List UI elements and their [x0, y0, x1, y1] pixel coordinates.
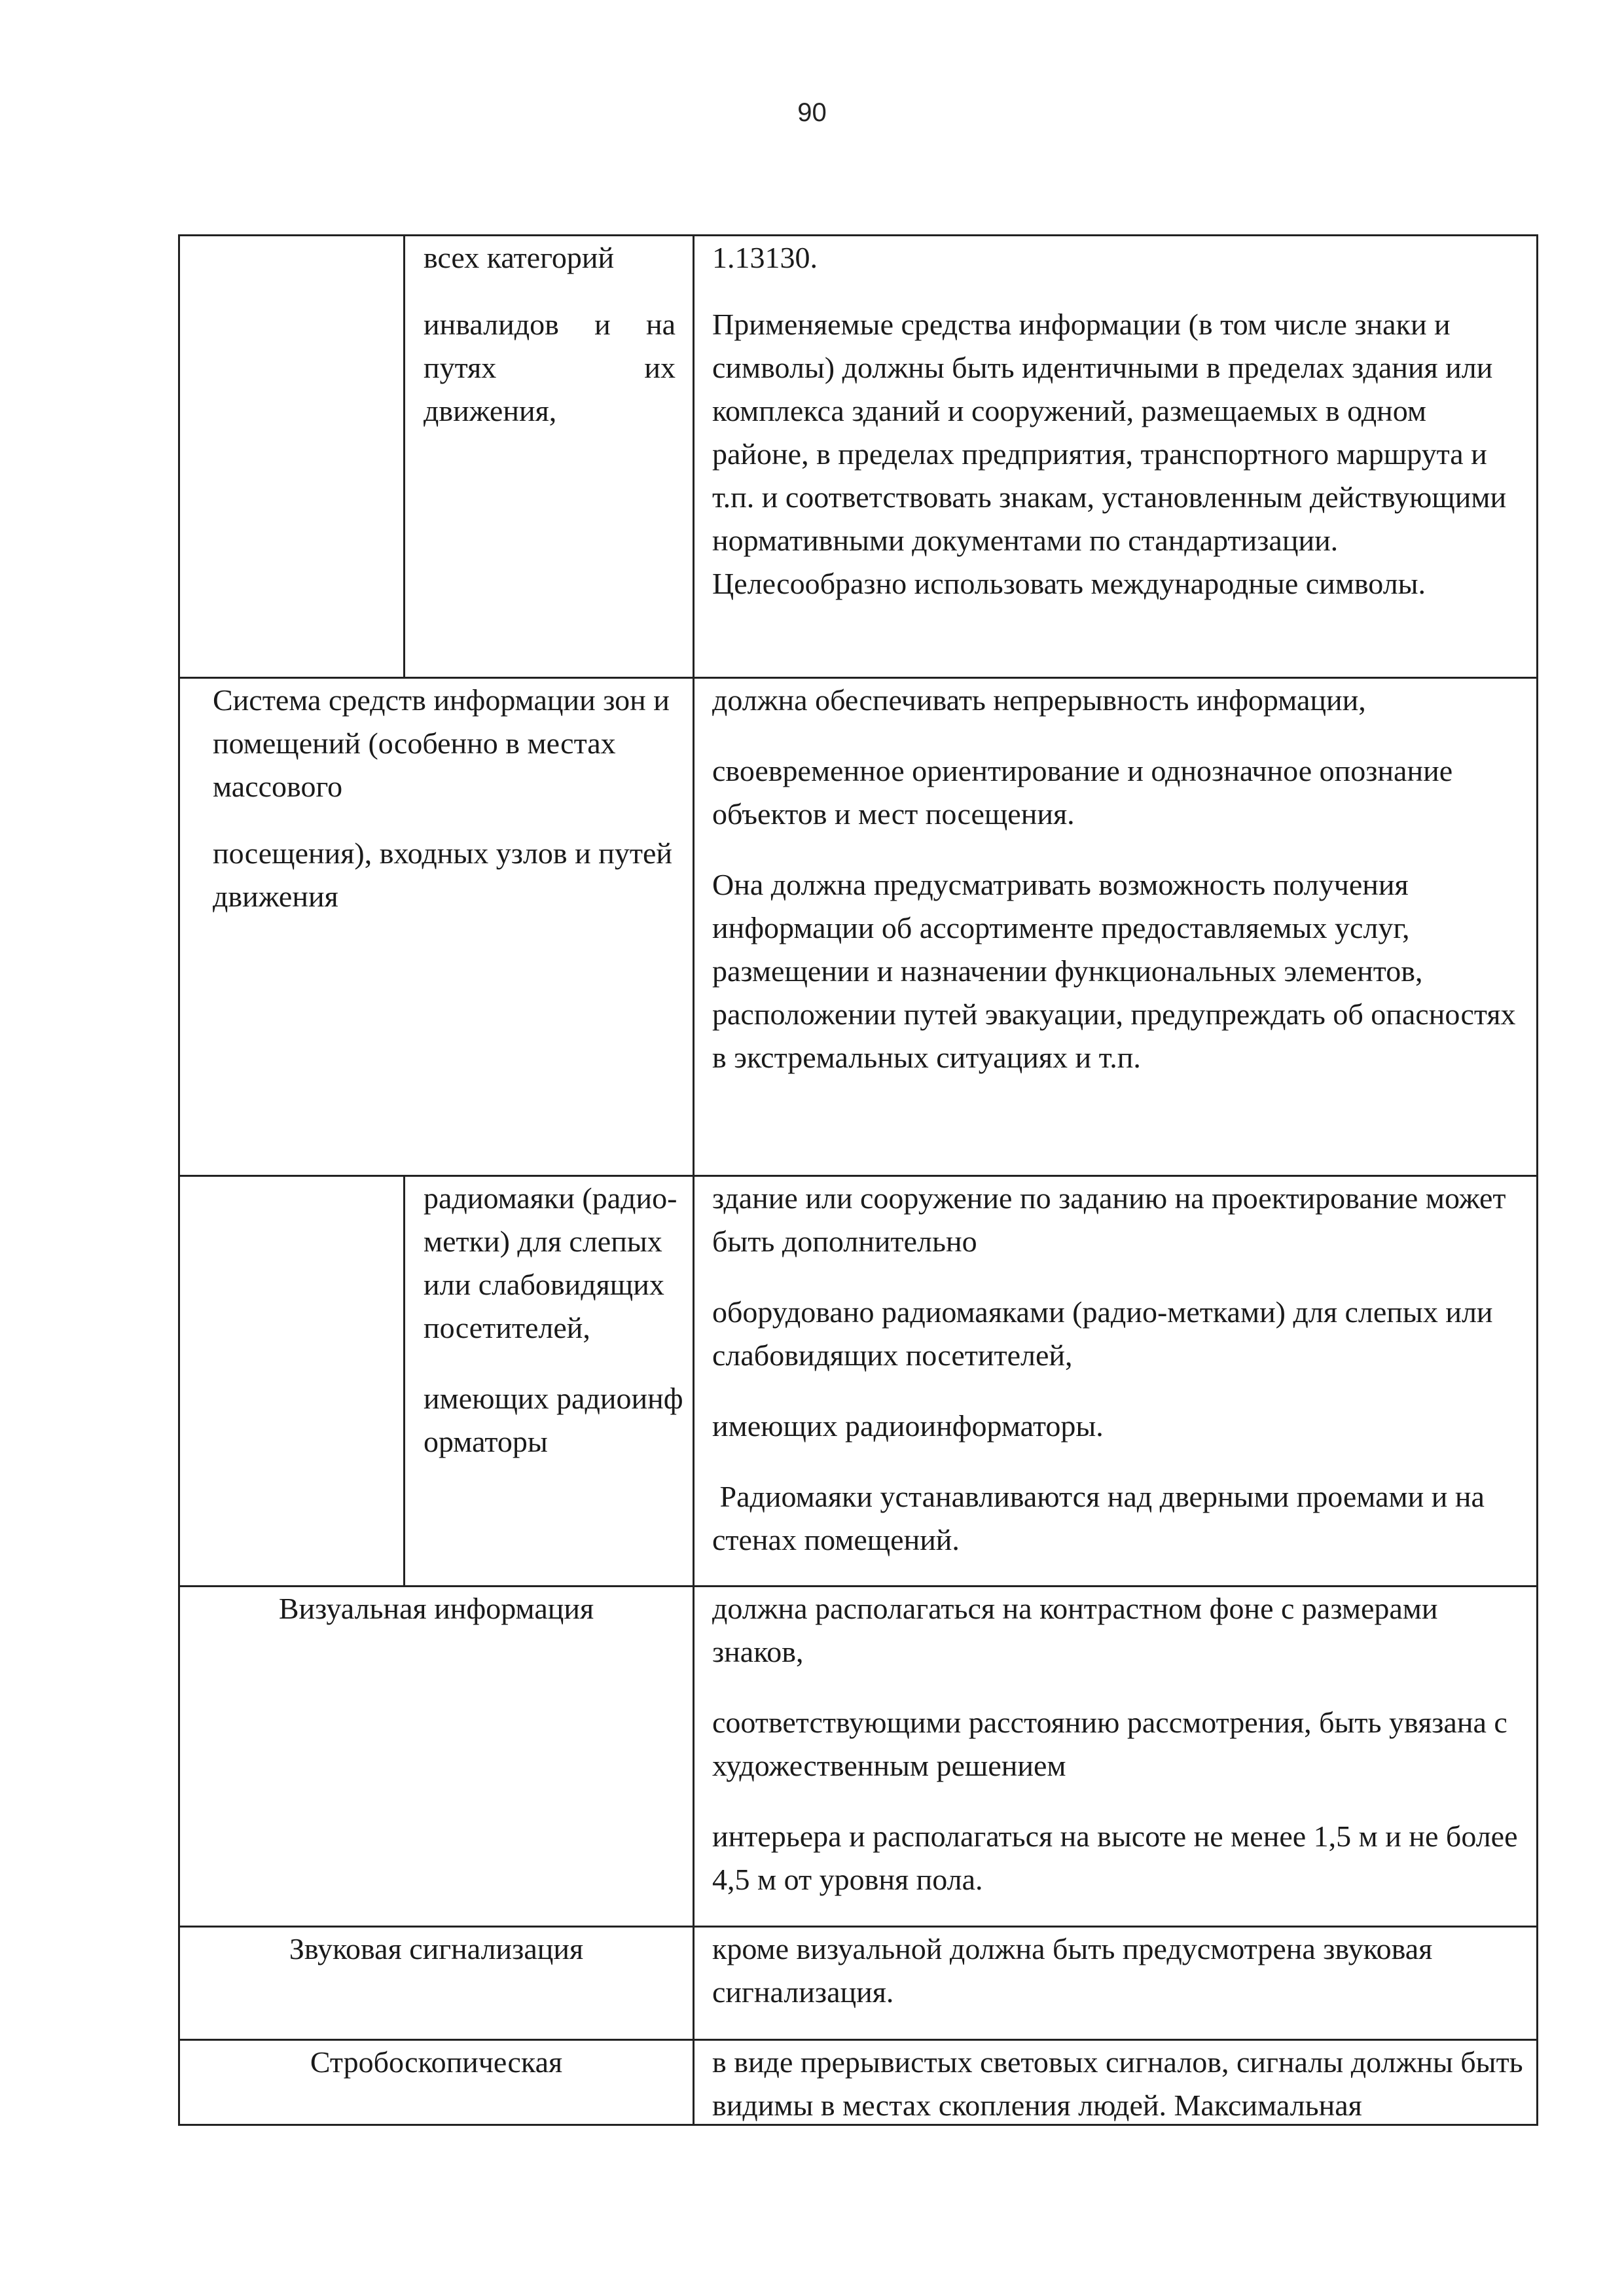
- column-divider: [693, 236, 695, 2124]
- row4-right-cell: [712, 1587, 1524, 1929]
- row1-middle-line2: инвалидов и на путях их движения,: [424, 308, 676, 427]
- row3-middle-para2: имеющих радиоинформаторы: [424, 1382, 683, 1458]
- row3-right-para3: имеющих радиоинформаторы.: [712, 1409, 1104, 1443]
- row6-left-label: Стробоскопическая: [310, 2045, 563, 2079]
- row2-right-para3: Она должна предусматривать возможность получения информации об ассортименте предоставляемых услуг, размещении и назначении функциональных элементов, расположении путей эвакуации, предупреждать об опасностях в экстремальных ситуациях и т.п.: [712, 868, 1516, 1074]
- row3-right-para4: Радиомаяки устанавливаются над дверными проемами и на стенах помещений.: [712, 1480, 1492, 1556]
- row1-right-para2: Применяемые средства информации (в том числе знаки и символы) должны быть идентичными в пределах здания или комплекса зданий и сооружений, размещаемых в одном районе, в пределах предприятия, транспортного маршрута и т.п. и соответствовать знакам, установленным действующими нормативными документами по стандартизации. Целесообразно использовать международные символы.: [712, 308, 1507, 600]
- page-number: 90: [797, 98, 827, 127]
- row2-left-para2: посещения), входных узлов и путей движения: [213, 836, 672, 913]
- row3-middle-cell: [424, 1177, 685, 1491]
- row4-left-cell: [180, 1587, 693, 1658]
- row3-right-para1: здание или сооружение по заданию на проектирование может быть дополнительно: [712, 1181, 1506, 1258]
- row2-right-cell: [712, 679, 1524, 1107]
- row6-right-para1: в виде прерывистых световых сигналов, сигналы должны быть видимы в местах скопления людей. Максимальная: [712, 2045, 1523, 2122]
- row2-right-para2: своевременное ориентирование и однозначное опознание объектов и мест посещения.: [712, 754, 1453, 831]
- requirements-table: [178, 234, 1538, 2126]
- row2-left-cell: [213, 679, 677, 946]
- row5-right-para1: кроме визуальной должна быть предусмотрена звуковая сигнализация.: [712, 1932, 1433, 2009]
- row5-left-label: Звуковая сигнализация: [289, 1932, 584, 1965]
- row2-right-para1: должна обеспечивать непрерывность информации,: [712, 683, 1366, 717]
- row5-left-cell: [180, 1928, 693, 1998]
- row4-right-para2: соответствующими расстоянию рассмотрения, быть увязана с художественным решением: [712, 1706, 1507, 1782]
- row3-right-para2: оборудовано радиомаяками (радио-метками) для слепых или слабовидящих посетителей,: [712, 1295, 1493, 1372]
- row1-right-para1: 1.13130.: [712, 241, 818, 274]
- row4-right-para1: должна располагаться на контрастном фоне с размерами знаков,: [712, 1592, 1438, 1668]
- row5-right-cell: [712, 1928, 1524, 2041]
- row4-right-para3: интерьера и располагаться на высоте не менее 1,5 м и не более 4,5 м от уровня пола.: [712, 1820, 1518, 1896]
- row2-left-para1: Система средств информации зон и помещений (особенно в местах массового: [213, 683, 670, 803]
- row1-middle-line1: всех категорий: [424, 241, 615, 274]
- row4-left-label: Визуальная информация: [278, 1592, 594, 1625]
- row3-middle-para1: радиомаяки (радио-метки) для слепых или слабовидящих посетителей,: [424, 1181, 677, 1344]
- sub-column-divider: [403, 1175, 405, 1586]
- row3-right-cell: [712, 1177, 1524, 1589]
- row1-right-cell: [712, 236, 1524, 633]
- row1-middle-cell: [424, 236, 676, 460]
- row6-right-cell: [712, 2041, 1524, 2155]
- sub-column-divider: [403, 236, 405, 677]
- row6-left-cell: [180, 2041, 693, 2111]
